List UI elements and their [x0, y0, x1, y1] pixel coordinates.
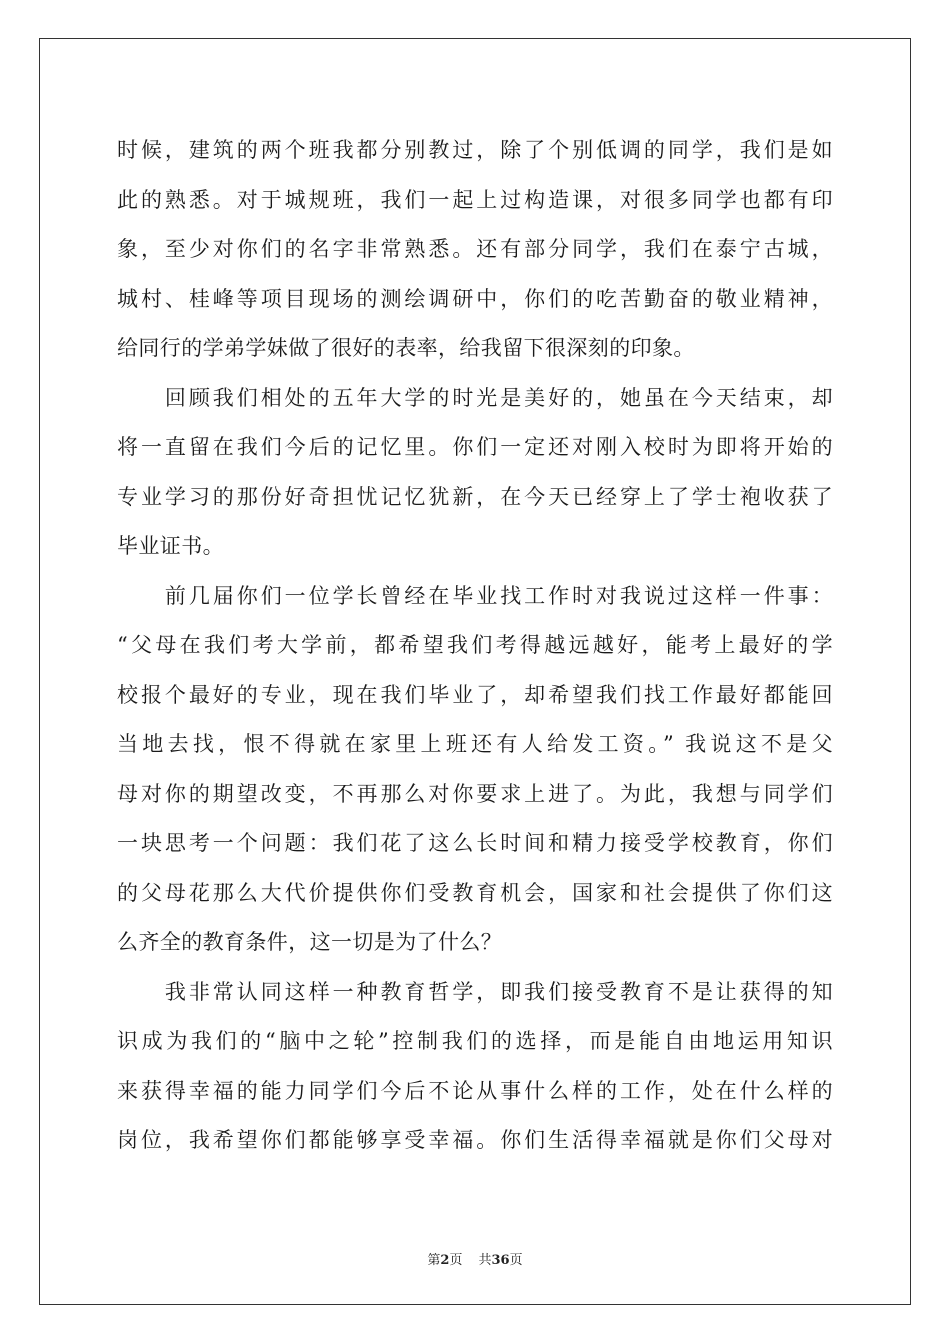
page-prefix: 第: [427, 1253, 441, 1268]
document-body: [117, 126, 833, 1166]
page-number: 2: [440, 1253, 450, 1268]
page-footer: [0, 1249, 950, 1268]
text-line: 岗位，我希望你们都能够享受幸福。你们生活得幸福就是你们父母对: [117, 1128, 833, 1152]
text-line: 城村、桂峰等项目现场的测绘调研中，你们的吃苦勤奋的敬业精神，: [117, 286, 833, 311]
text-line: 识成为我们的“脑中之轮”控制我们的选择，而是能自由地运用知识: [117, 1029, 833, 1053]
total-prefix: 共: [478, 1253, 492, 1268]
text-line: 时候，建筑的两个班我都分别教过，除了个别低调的同学，我们是如: [117, 138, 833, 162]
text-line: 么齐全的教育条件，这一切是为了什么？: [117, 930, 503, 954]
text-line: 当地去找，恨不得就在家里上班还有人给发工资。” 我说这不是父: [117, 732, 833, 756]
text-line: “父母在我们考大学前，都希望我们考得越远越好，能考上最好的学: [117, 633, 833, 657]
text-line: 回顾我们相处的五年大学的时光是美好的，她虽在今天结束，却: [117, 385, 833, 410]
text-line: 前几届你们一位学长曾经在毕业找工作时对我说过这样一件事：: [117, 583, 833, 608]
text-line: 母对你的期望改变，不再那么对你要求上进了。为此，我想与同学们: [117, 781, 833, 806]
text-line: 毕业证书。: [117, 534, 224, 558]
text-line: 校报个最好的专业，现在我们毕业了，却希望我们找工作最好都能回: [117, 682, 833, 707]
total-suffix: 页: [509, 1253, 523, 1268]
text-line: 我非常认同这样一种教育哲学，即我们接受教育不是让获得的知: [117, 979, 833, 1004]
text-line: 将一直留在我们今后的记忆里。你们一定还对刚入校时为即将开始的: [117, 435, 833, 459]
text-line: 给同行的学弟学妹做了很好的表率，给我留下很深刻的印象。: [117, 336, 695, 360]
text-line: 一块思考一个问题：我们花了这么长时间和精力接受学校教育，你们: [117, 831, 833, 855]
text-line: 专业学习的那份好奇担忧记忆犹新，在今天已经穿上了学士袍收获了: [117, 484, 833, 509]
page-suffix: 页: [449, 1253, 463, 1268]
text-line: 象，至少对你们的名字非常熟悉。还有部分同学，我们在泰宁古城，: [117, 237, 833, 261]
text-line: 此的熟悉。对于城规班，我们一起上过构造课，对很多同学也都有印: [117, 187, 833, 212]
text-line: 来获得幸福的能力同学们今后不论从事什么样的工作，处在什么样的: [117, 1078, 833, 1103]
text-line: 的父母花那么大代价提供你们受教育机会，国家和社会提供了你们这: [117, 880, 833, 905]
total-pages: 36: [491, 1253, 510, 1268]
